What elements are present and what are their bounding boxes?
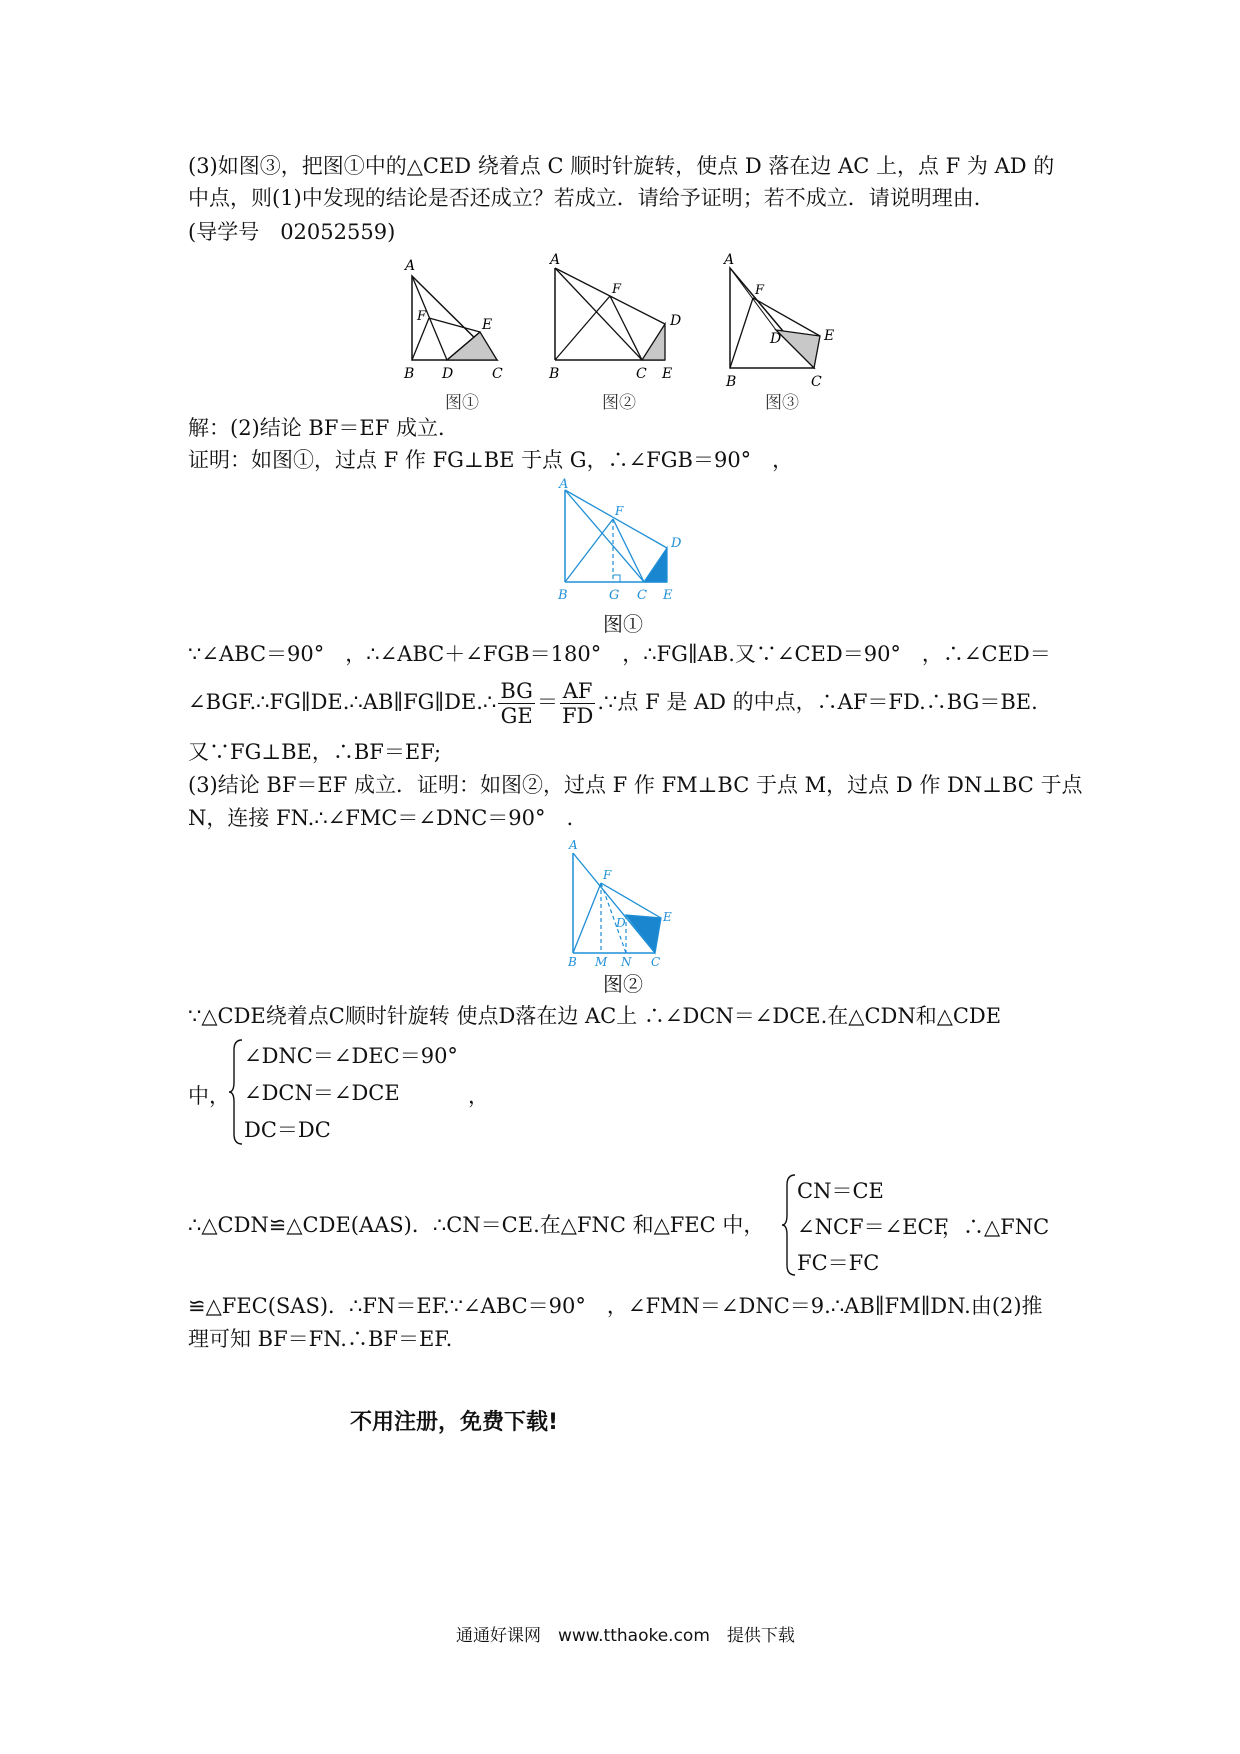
problem-line-1: (3)如图③，把图①中的△CED 绕着点 C 顺时针旋转，使点 D 落在边 AC 上，点 F 为 AD 的 xyxy=(188,154,1055,178)
fig3-label-f: F xyxy=(755,283,765,298)
solution-line-e-post: ，∴△FNC xyxy=(942,1215,1050,1239)
figure-2-diagram xyxy=(545,250,695,385)
figure-3-diagram xyxy=(718,250,848,390)
fig2-label-d: D xyxy=(670,313,682,329)
problem-line-2: 中点，则(1)中发现的结论是否还成立？若成立．请给予证明；若不成立．请说明理由． xyxy=(188,186,995,210)
solution-line-g: 理可知 BF＝FN.∴BF＝EF. xyxy=(188,1327,453,1351)
sol-fig1-label-c: C xyxy=(637,588,647,603)
sol-fig2-label-d: D xyxy=(616,916,626,930)
system-1-line-2: ∠DCN＝∠DCE xyxy=(244,1081,400,1105)
equals-sign: ＝ xyxy=(536,690,558,714)
system-1-prefix: 中， xyxy=(188,1084,230,1108)
fig1-label-f: F xyxy=(417,309,427,324)
solution-proof-intro: 证明：如图①，过点 F 作 FG⊥BE 于点 G，∴∠FGB＝90° ， xyxy=(188,448,794,472)
solution-line-b xyxy=(188,678,1038,728)
sol-fig1-label-b: B xyxy=(558,588,568,603)
figure-3-caption: 图③ xyxy=(765,393,799,413)
sol-fig2-label-m: M xyxy=(595,955,608,967)
fraction-bg-over-ge xyxy=(498,679,535,728)
fig1-label-e: E xyxy=(482,317,493,333)
solution-line-e-pre: ∴△CDN≌△CDE(AAS)．∴CN＝CE.在△FNC 和△FEC 中， xyxy=(188,1213,765,1237)
solution-part3-line-1: (3)结论 BF＝EF 成立．证明：如图②，过点 F 作 FM⊥BC 于点 M，过点 D 作 DN⊥BC 于点 xyxy=(188,773,1083,797)
solution-line-c: 又∵FG⊥BE，∴BF＝EF; xyxy=(188,740,442,764)
solution-line-f: ≌△FEC(SAS)．∴FN＝EF.∵∠ABC＝90° ，∠FMN＝∠DNC＝9.∴AB∥FM∥DN.由(2)推 xyxy=(188,1294,1043,1318)
sol-fig1-label-a: A xyxy=(559,478,569,492)
sol-fig1-label-f: F xyxy=(615,504,624,518)
solution-figure-2-caption: 图② xyxy=(603,972,643,996)
fig2-label-c: C xyxy=(636,366,647,382)
fraction-af-over-fd xyxy=(560,679,595,728)
fig1-label-a: A xyxy=(405,258,416,274)
fig3-label-c: C xyxy=(811,374,822,390)
solution-line-d: ∵△CDE绕着点C顺时针旋转 使点D落在边 AC上 ∴∠DCN＝∠DCE.在△CDN和△CDE xyxy=(188,1004,1002,1028)
fig3-label-b: B xyxy=(726,374,737,390)
fig2-label-e: E xyxy=(662,366,673,382)
fig2-label-b: B xyxy=(549,366,560,382)
fig3-label-a: A xyxy=(724,252,735,268)
solution-line-b-pre: ∠BGF.∴FG∥DE.∴AB∥FG∥DE.∴ xyxy=(188,690,497,714)
solution-figure-2-diagram xyxy=(565,835,685,967)
system-1-line-3: DC＝DC xyxy=(244,1118,331,1142)
sol-fig1-label-d: D xyxy=(671,536,682,551)
fraction-bg-numerator: BG xyxy=(500,679,533,703)
sol-fig1-label-e: E xyxy=(663,588,673,603)
fraction-fd-denominator: FD xyxy=(561,704,594,728)
system-2-line-3: FC＝FC xyxy=(797,1251,880,1275)
system-1-brace xyxy=(228,1038,244,1146)
sol-fig2-label-b: B xyxy=(568,955,577,967)
fig1-label-b: B xyxy=(404,366,415,382)
system-2-brace xyxy=(781,1173,797,1277)
figure-1-caption: 图① xyxy=(445,393,479,413)
solution-part2-heading: 解：(2)结论 BF＝EF 成立． xyxy=(188,416,459,440)
sol-fig1-label-g: G xyxy=(609,588,620,603)
figure-1-diagram xyxy=(400,250,510,385)
figure-2-caption: 图② xyxy=(602,393,636,413)
fig3-label-e: E xyxy=(824,328,835,344)
fraction-ge-denominator: GE xyxy=(500,704,533,728)
problem-reference-number: (导学号 02052559) xyxy=(188,220,396,244)
solution-line-a: ∵∠ABC＝90° ，∴∠ABC＋∠FGB＝180° ，∴FG∥AB.又∵∠CED＝90° ，∴∠CED＝ xyxy=(188,642,1051,666)
fig1-label-c: C xyxy=(492,366,503,382)
solution-part3-line-2: N，连接 FN.∴∠FMC＝∠DNC＝90° . xyxy=(188,806,574,830)
solution-line-b-post: .∵点 F 是 AD 的中点，∴AF＝FD.∴BG＝BE. xyxy=(597,690,1038,714)
system-1-line-1: ∠DNC＝∠DEC＝90° xyxy=(244,1044,458,1068)
fig1-label-d: D xyxy=(442,366,454,382)
fig2-label-a: A xyxy=(550,252,561,268)
sol-fig2-label-n: N xyxy=(621,955,632,967)
system-2-line-2: ∠NCF＝∠ECF xyxy=(797,1215,949,1239)
fraction-af-numerator: AF xyxy=(560,679,595,704)
solution-figure-1-diagram xyxy=(555,478,690,603)
system-2-line-1: CN＝CE xyxy=(797,1179,884,1203)
system-1-suffix: ， xyxy=(468,1084,489,1108)
sol-fig2-label-f: F xyxy=(603,868,612,882)
promo-text: 不用注册，免费下载! xyxy=(350,1410,559,1435)
sol-fig2-label-c: C xyxy=(651,955,661,967)
fig2-label-f: F xyxy=(612,282,622,297)
fig3-label-d: D xyxy=(770,331,782,347)
sol-fig2-label-e: E xyxy=(663,910,672,924)
footer-text: 通通好课网 www.tthaoke.com 提供下载 xyxy=(456,1626,795,1646)
solution-figure-1-caption: 图① xyxy=(603,612,643,636)
sol-fig2-label-a: A xyxy=(569,838,578,852)
